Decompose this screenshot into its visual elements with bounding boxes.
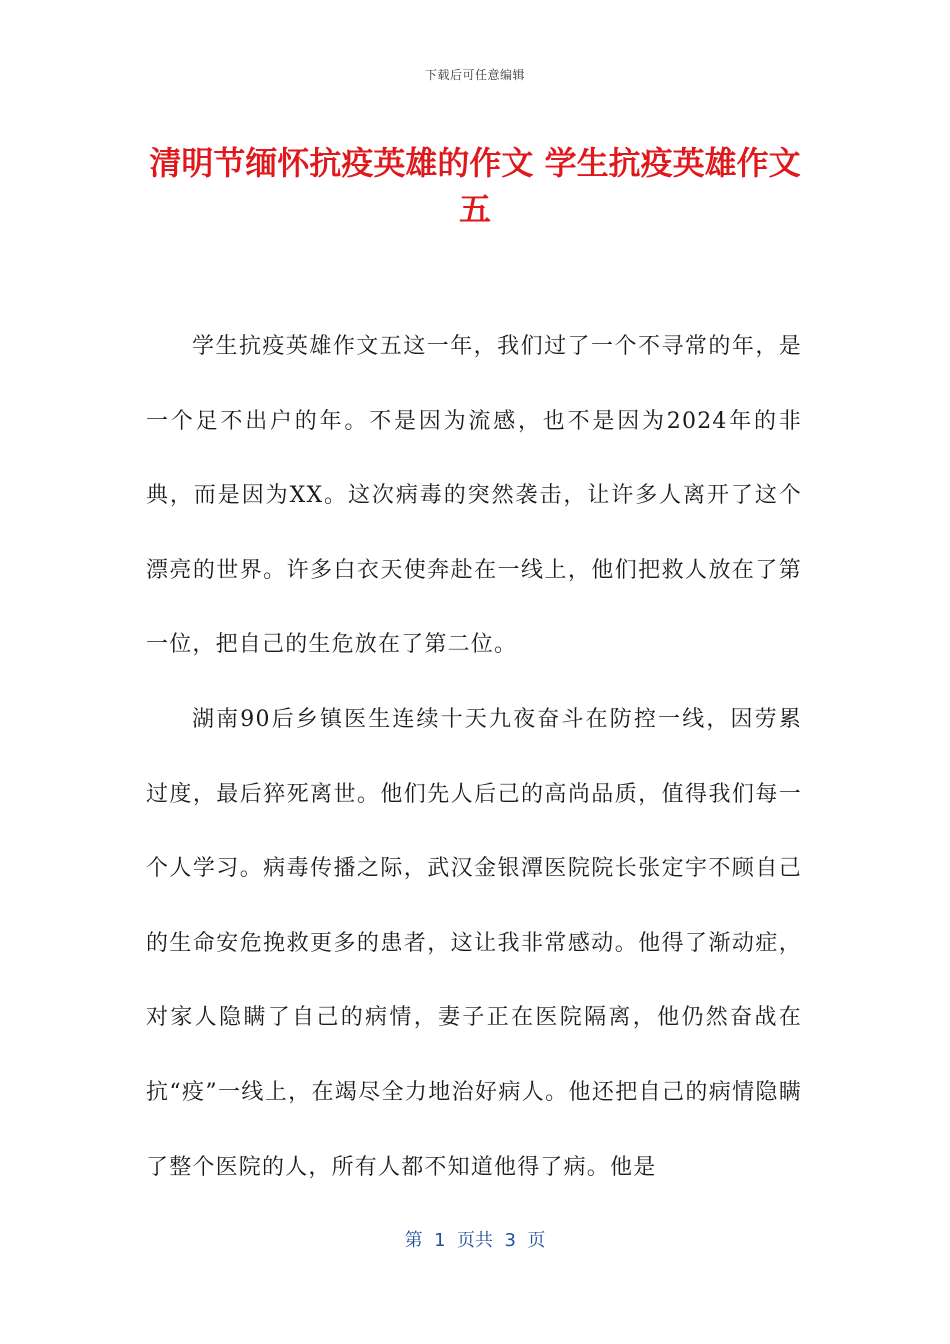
document-body	[146, 310, 802, 1205]
header-note: 下载后可任意编辑	[424, 68, 525, 82]
document-title: 清明节缅怀抗疫英雄的作文 学生抗疫英雄作文五	[149, 144, 801, 228]
paragraph: 学生抗疫英雄作文五这一年，我们过了一个不寻常的年，是一个足不出户的年。不是因为流感，也不是因为2024年的非典，而是因为XX。这次病毒的突然袭击，让许多人离开了这个漂亮的世界。许多白衣天使奔赴在一线上，他们把救人放在了第一位，把自己的生危放在了第二位。	[146, 334, 802, 658]
page-number-footer: 第 1 页共 3 页	[404, 1230, 546, 1251]
paragraph: 湖南90后乡镇医生连续十天九夜奋斗在防控一线，因劳累过度，最后猝死离世。他们先人后己的高尚品质，值得我们每一个人学习。病毒传播之际，武汉金银潭医院院长张定宇不顾自己的生命安危挽救更多的患者，这让我非常感动。他得了渐动症，对家人隐瞒了自己的病情，妻子正在医院隔离，他仍然奋战在抗“疫”一线上，在竭尽全力地治好病人。他还把自己的病情隐瞒了整个医院的人，所有人都不知道他得了病。他是	[146, 706, 802, 1180]
